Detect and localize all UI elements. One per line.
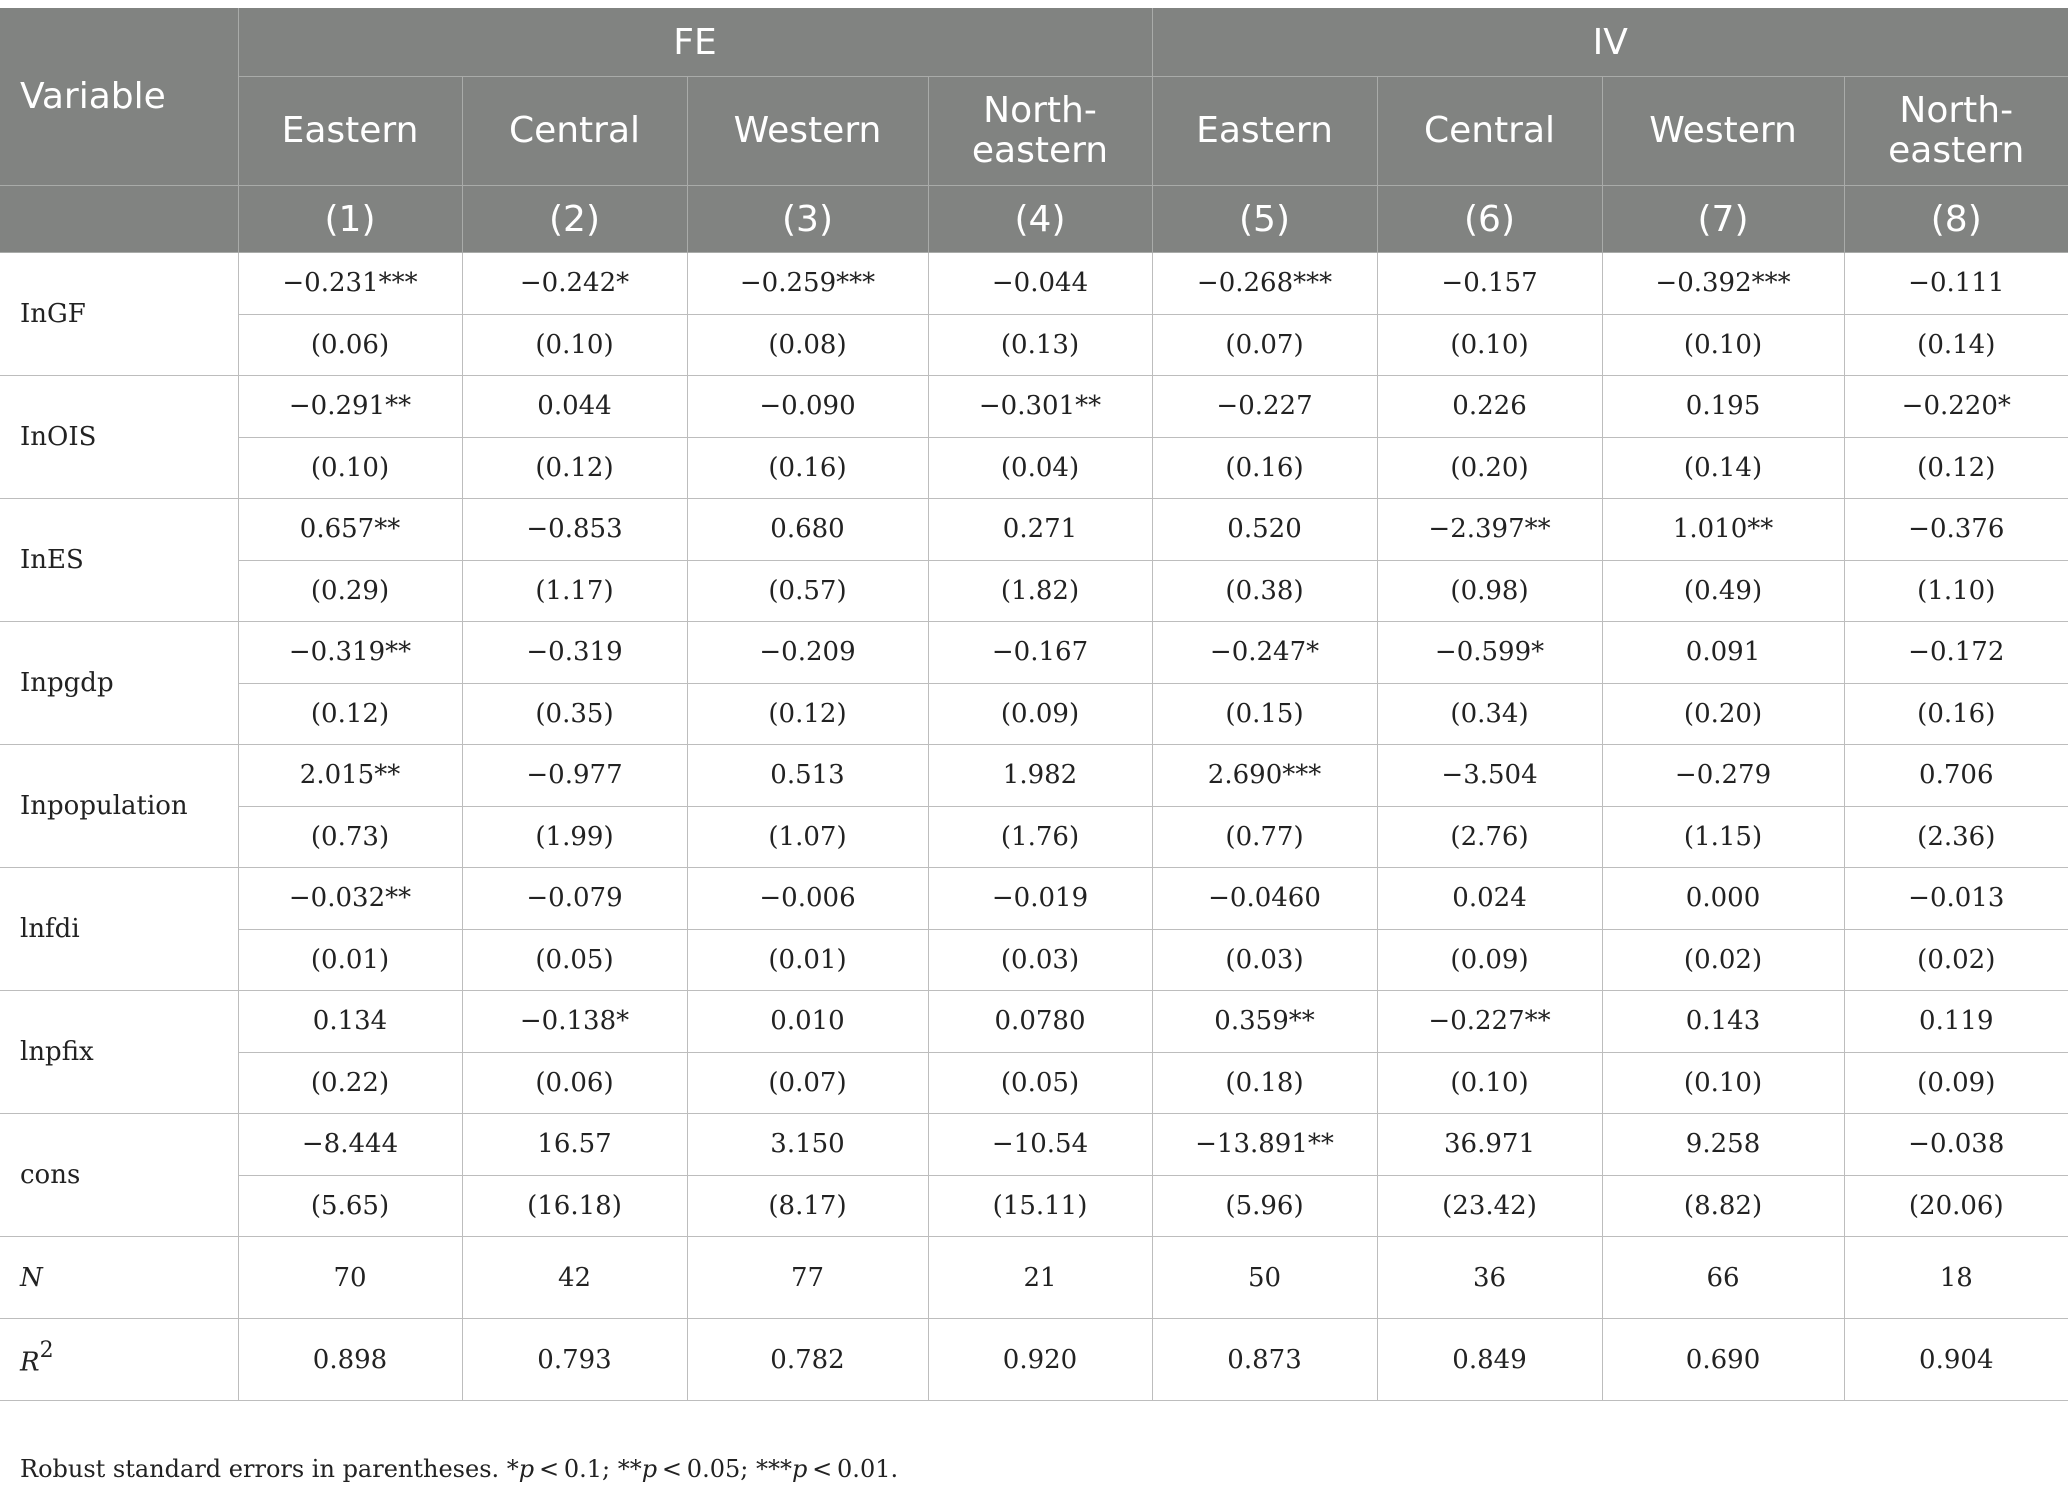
- footnote-text: < 0.1; **: [534, 1455, 642, 1483]
- std-error-cell: (0.03): [928, 929, 1152, 991]
- std-error-cell: (0.20): [1377, 437, 1602, 499]
- coefficient-cell: −0.319**: [238, 622, 462, 684]
- coefficient-cell: −0.227: [1152, 376, 1377, 438]
- std-error-cell: (0.38): [1152, 560, 1377, 622]
- std-error-cell: (0.16): [687, 437, 928, 499]
- std-error-cell: (0.09): [928, 683, 1152, 745]
- std-error-cell: (0.08): [687, 314, 928, 376]
- std-error-cell: (0.02): [1602, 929, 1844, 991]
- coefficient-cell: −0.227**: [1377, 991, 1602, 1053]
- coefficient-cell: 0.134: [238, 991, 462, 1053]
- std-error-cell: (0.12): [687, 683, 928, 745]
- coefficient-cell: 2.015**: [238, 745, 462, 807]
- stat-name: [0, 1237, 238, 1319]
- std-error-cell: (2.76): [1377, 806, 1602, 868]
- std-error-cell: (0.05): [928, 1052, 1152, 1114]
- stat-value: 70: [238, 1237, 462, 1319]
- std-error-cell: (0.12): [238, 683, 462, 745]
- coefficient-cell: −0.157: [1377, 253, 1602, 315]
- regression-table-container: [0, 8, 2068, 1401]
- region-header: Eastern: [1152, 77, 1377, 186]
- regression-table: [0, 8, 2068, 1401]
- std-error-cell: (1.17): [462, 560, 687, 622]
- coefficient-cell: −0.853: [462, 499, 687, 561]
- group-header-iv: IV: [1152, 8, 2068, 77]
- coefficient-cell: −0.231***: [238, 253, 462, 315]
- coefficient-cell: −0.172: [1844, 622, 2068, 684]
- coefficient-cell: −2.397**: [1377, 499, 1602, 561]
- std-error-cell: (1.99): [462, 806, 687, 868]
- coefficient-cell: 0.0780: [928, 991, 1152, 1053]
- coefficient-cell: −0.977: [462, 745, 687, 807]
- coefficient-cell: −13.891**: [1152, 1114, 1377, 1176]
- std-error-cell: (0.29): [238, 560, 462, 622]
- stat-value: 0.793: [462, 1319, 687, 1401]
- table-row: [0, 437, 2068, 499]
- coefficient-cell: 16.57: [462, 1114, 687, 1176]
- std-error-cell: (2.36): [1844, 806, 2068, 868]
- coefficient-cell: −0.032**: [238, 868, 462, 930]
- coefficient-cell: −0.167: [928, 622, 1152, 684]
- std-error-cell: (0.09): [1377, 929, 1602, 991]
- std-error-cell: (8.82): [1602, 1175, 1844, 1237]
- coefficient-cell: −0.301**: [928, 376, 1152, 438]
- col-number: (6): [1377, 186, 1602, 253]
- std-error-cell: (0.22): [238, 1052, 462, 1114]
- coefficient-cell: 0.680: [687, 499, 928, 561]
- std-error-cell: (0.10): [1602, 1052, 1844, 1114]
- region-header: Western: [687, 77, 928, 186]
- std-error-cell: (0.10): [462, 314, 687, 376]
- stat-row: [0, 1319, 2068, 1401]
- table-row: [0, 560, 2068, 622]
- coefficient-cell: 0.706: [1844, 745, 2068, 807]
- footnote-text: < 0.05; ***: [657, 1455, 792, 1483]
- table-body: [0, 253, 2068, 1401]
- coefficient-cell: −0.220*: [1844, 376, 2068, 438]
- stat-value: 36: [1377, 1237, 1602, 1319]
- std-error-cell: (0.03): [1152, 929, 1377, 991]
- coefficient-cell: −3.504: [1377, 745, 1602, 807]
- table-row: [0, 253, 2068, 315]
- coefficient-cell: −0.044: [928, 253, 1152, 315]
- coefficient-cell: 1.982: [928, 745, 1152, 807]
- std-error-cell: (0.16): [1152, 437, 1377, 499]
- table-row: [0, 376, 2068, 438]
- std-error-cell: (0.06): [238, 314, 462, 376]
- coefficient-cell: 0.143: [1602, 991, 1844, 1053]
- blank-header-cell: [0, 186, 238, 253]
- stat-value: 0.920: [928, 1319, 1152, 1401]
- std-error-cell: (1.07): [687, 806, 928, 868]
- std-error-cell: (0.01): [687, 929, 928, 991]
- variable-name: cons: [0, 1114, 238, 1237]
- col-number: (5): [1152, 186, 1377, 253]
- region-header: [1844, 77, 2068, 186]
- coefficient-cell: −0.259***: [687, 253, 928, 315]
- coefficient-cell: −10.54: [928, 1114, 1152, 1176]
- table-row: [0, 745, 2068, 807]
- footnote-text: Robust standard errors in parentheses. *: [20, 1455, 519, 1483]
- stat-value: 0.849: [1377, 1319, 1602, 1401]
- coefficient-cell: −0.019: [928, 868, 1152, 930]
- coefficient-cell: −0.111: [1844, 253, 2068, 315]
- table-row: [0, 991, 2068, 1053]
- variable-name: InOIS: [0, 376, 238, 499]
- std-error-cell: (0.10): [1602, 314, 1844, 376]
- table-row: [0, 683, 2068, 745]
- stat-value: 0.782: [687, 1319, 928, 1401]
- std-error-cell: (0.13): [928, 314, 1152, 376]
- stat-value: 77: [687, 1237, 928, 1319]
- col-number: (4): [928, 186, 1152, 253]
- region-header: Western: [1602, 77, 1844, 186]
- table-row: [0, 1114, 2068, 1176]
- std-error-cell: (1.82): [928, 560, 1152, 622]
- std-error-cell: (0.73): [238, 806, 462, 868]
- coefficient-cell: 0.657**: [238, 499, 462, 561]
- table-row: [0, 806, 2068, 868]
- std-error-cell: (1.15): [1602, 806, 1844, 868]
- std-error-cell: (0.01): [238, 929, 462, 991]
- coefficient-cell: 0.119: [1844, 991, 2068, 1053]
- variable-name: lnpfix: [0, 991, 238, 1114]
- coefficient-cell: −0.247*: [1152, 622, 1377, 684]
- region-header-text: North-eastern: [1888, 90, 2025, 171]
- coefficient-cell: −0.242*: [462, 253, 687, 315]
- coefficient-cell: 0.226: [1377, 376, 1602, 438]
- std-error-cell: (0.57): [687, 560, 928, 622]
- col-number: (3): [687, 186, 928, 253]
- std-error-cell: (1.10): [1844, 560, 2068, 622]
- coefficient-cell: −0.079: [462, 868, 687, 930]
- coefficient-cell: 0.091: [1602, 622, 1844, 684]
- col-number: (2): [462, 186, 687, 253]
- coefficient-cell: −8.444: [238, 1114, 462, 1176]
- std-error-cell: (0.10): [1377, 1052, 1602, 1114]
- table-row: [0, 929, 2068, 991]
- coefficient-cell: 0.195: [1602, 376, 1844, 438]
- footnote-text: < 0.01.: [807, 1455, 899, 1483]
- stat-row: [0, 1237, 2068, 1319]
- stat-value: 0.904: [1844, 1319, 2068, 1401]
- coefficient-cell: 1.010**: [1602, 499, 1844, 561]
- coefficient-cell: 0.024: [1377, 868, 1602, 930]
- coefficient-cell: 0.513: [687, 745, 928, 807]
- group-header-fe: FE: [238, 8, 1152, 77]
- std-error-cell: (0.35): [462, 683, 687, 745]
- coefficient-cell: −0.138*: [462, 991, 687, 1053]
- stat-value: 18: [1844, 1237, 2068, 1319]
- stat-value: 0.898: [238, 1319, 462, 1401]
- region-header: Eastern: [238, 77, 462, 186]
- table-row: [0, 499, 2068, 561]
- table-footnote: [20, 1455, 898, 1483]
- std-error-cell: (5.65): [238, 1175, 462, 1237]
- coefficient-cell: −0.006: [687, 868, 928, 930]
- std-error-cell: (0.10): [238, 437, 462, 499]
- std-error-cell: (0.06): [462, 1052, 687, 1114]
- std-error-cell: (0.12): [462, 437, 687, 499]
- coefficient-cell: −0.599*: [1377, 622, 1602, 684]
- coefficient-cell: −0.319: [462, 622, 687, 684]
- table-row: [0, 1052, 2068, 1114]
- col-number: (8): [1844, 186, 2068, 253]
- std-error-cell: (0.15): [1152, 683, 1377, 745]
- coefficient-cell: 0.271: [928, 499, 1152, 561]
- stat-value: 66: [1602, 1237, 1844, 1319]
- variable-name: Inpopulation: [0, 745, 238, 868]
- std-error-cell: (0.14): [1844, 314, 2068, 376]
- region-header: Central: [1377, 77, 1602, 186]
- coefficient-cell: −0.279: [1602, 745, 1844, 807]
- coefficient-cell: −0.0460: [1152, 868, 1377, 930]
- stat-value: 21: [928, 1237, 1152, 1319]
- std-error-cell: (1.76): [928, 806, 1152, 868]
- stat-superscript: 2: [39, 1337, 54, 1363]
- stat-label: N: [20, 1262, 43, 1293]
- coefficient-cell: 0.359**: [1152, 991, 1377, 1053]
- std-error-cell: (5.96): [1152, 1175, 1377, 1237]
- coefficient-cell: 0.000: [1602, 868, 1844, 930]
- std-error-cell: (0.10): [1377, 314, 1602, 376]
- region-header: [928, 77, 1152, 186]
- col-number: (1): [238, 186, 462, 253]
- footnote-p: p: [641, 1455, 658, 1483]
- std-error-cell: (0.07): [687, 1052, 928, 1114]
- table-row: [0, 1175, 2068, 1237]
- std-error-cell: (15.11): [928, 1175, 1152, 1237]
- std-error-cell: (0.14): [1602, 437, 1844, 499]
- coefficient-cell: 3.150: [687, 1114, 928, 1176]
- stat-label: R: [20, 1347, 40, 1378]
- coefficient-cell: −0.038: [1844, 1114, 2068, 1176]
- footnote-p: p: [518, 1455, 535, 1483]
- footnote-p: p: [791, 1455, 808, 1483]
- std-error-cell: (0.49): [1602, 560, 1844, 622]
- std-error-cell: (0.18): [1152, 1052, 1377, 1114]
- coefficient-cell: 0.044: [462, 376, 687, 438]
- coefficient-cell: 0.520: [1152, 499, 1377, 561]
- std-error-cell: (0.16): [1844, 683, 2068, 745]
- std-error-cell: (0.09): [1844, 1052, 2068, 1114]
- coefficient-cell: −0.209: [687, 622, 928, 684]
- region-header: Central: [462, 77, 687, 186]
- std-error-cell: (8.17): [687, 1175, 928, 1237]
- variable-name: InES: [0, 499, 238, 622]
- coefficient-cell: −0.013: [1844, 868, 2068, 930]
- std-error-cell: (0.98): [1377, 560, 1602, 622]
- variable-header: Variable: [0, 8, 238, 186]
- table-row: [0, 622, 2068, 684]
- table-row: [0, 868, 2068, 930]
- variable-name: InGF: [0, 253, 238, 376]
- std-error-cell: (0.05): [462, 929, 687, 991]
- coefficient-cell: −0.376: [1844, 499, 2068, 561]
- stat-value: 50: [1152, 1237, 1377, 1319]
- std-error-cell: (0.07): [1152, 314, 1377, 376]
- stat-value: 0.873: [1152, 1319, 1377, 1401]
- std-error-cell: (23.42): [1377, 1175, 1602, 1237]
- std-error-cell: (0.04): [928, 437, 1152, 499]
- stat-value: 0.690: [1602, 1319, 1844, 1401]
- coefficient-cell: −0.392***: [1602, 253, 1844, 315]
- std-error-cell: (0.12): [1844, 437, 2068, 499]
- std-error-cell: (0.34): [1377, 683, 1602, 745]
- coefficient-cell: −0.268***: [1152, 253, 1377, 315]
- coefficient-cell: 0.010: [687, 991, 928, 1053]
- variable-name: Inpgdp: [0, 622, 238, 745]
- table-row: [0, 314, 2068, 376]
- std-error-cell: (0.20): [1602, 683, 1844, 745]
- coefficient-cell: −0.090: [687, 376, 928, 438]
- coefficient-cell: 9.258: [1602, 1114, 1844, 1176]
- variable-name: lnfdi: [0, 868, 238, 991]
- stat-name: [0, 1319, 238, 1401]
- coefficient-cell: −0.291**: [238, 376, 462, 438]
- coefficient-cell: 36.971: [1377, 1114, 1602, 1176]
- col-number: (7): [1602, 186, 1844, 253]
- region-header-text: North-eastern: [971, 90, 1109, 171]
- std-error-cell: (20.06): [1844, 1175, 2068, 1237]
- std-error-cell: (16.18): [462, 1175, 687, 1237]
- std-error-cell: (0.02): [1844, 929, 2068, 991]
- coefficient-cell: 2.690***: [1152, 745, 1377, 807]
- stat-value: 42: [462, 1237, 687, 1319]
- std-error-cell: (0.77): [1152, 806, 1377, 868]
